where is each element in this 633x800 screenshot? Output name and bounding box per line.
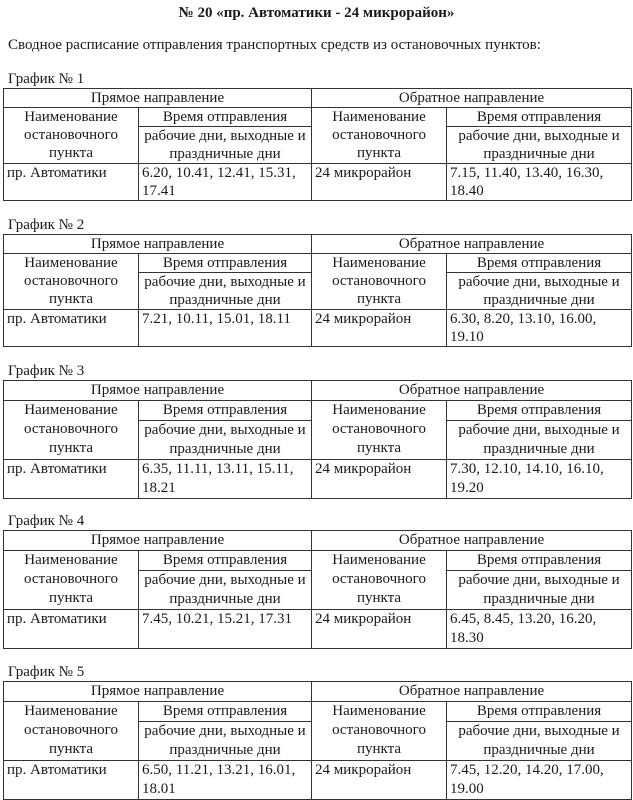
backward-times-cell: 7.30, 12.10, 14.10, 16.10, 19.20: [447, 460, 632, 499]
backward-departure-time-header: Время отправления: [447, 551, 632, 571]
backward-days-header: рабочие дни, выходные и праздничные дни: [447, 421, 632, 460]
direction-header-row: [4, 89, 632, 108]
forward-times-cell: 7.21, 10.11, 15.01, 18.11: [139, 310, 312, 347]
backward-days-header: рабочие дни, выходные и праздничные дни: [447, 722, 632, 761]
forward-stop-name-header: Наименование остановочного пункта: [4, 551, 139, 610]
backward-times-cell: 6.30, 8.20, 13.10, 16.00, 19.10: [447, 310, 632, 347]
forward-days-header: рабочие дни, выходные и праздничные дни: [139, 571, 312, 610]
backward-days-header: рабочие дни, выходные и праздничные дни: [447, 127, 632, 164]
direction-header-row: [4, 682, 632, 702]
column-header-row: [4, 108, 632, 127]
forward-days-header: рабочие дни, выходные и праздничные дни: [139, 127, 312, 164]
forward-stop-name-header: Наименование остановочного пункта: [4, 702, 139, 761]
forward-stop-name-header: Наименование остановочного пункта: [4, 401, 139, 460]
schedule-block: [3, 217, 631, 347]
backward-departure-time-header: Время отправления: [447, 401, 632, 421]
backward-stop-cell: 24 микрорайон: [312, 164, 447, 201]
forward-days-header: рабочие дни, выходные и праздничные дни: [139, 273, 312, 310]
backward-direction-header: Обратное направление: [312, 89, 632, 108]
schedule-label: График № 4: [8, 513, 85, 529]
schedule-label: График № 3: [8, 363, 85, 379]
backward-stop-cell: 24 микрорайон: [312, 310, 447, 347]
forward-days-header: рабочие дни, выходные и праздничные дни: [139, 722, 312, 761]
forward-direction-header: Прямое направление: [4, 89, 312, 108]
schedule-block: [3, 513, 631, 649]
backward-stop-cell: 24 микрорайон: [312, 460, 447, 499]
forward-stop-cell: пр. Автоматики: [4, 610, 139, 649]
backward-direction-header: Обратное направление: [312, 235, 632, 254]
backward-stop-name-header: Наименование остановочного пункта: [312, 702, 447, 761]
forward-stop-cell: пр. Автоматики: [4, 761, 139, 800]
backward-days-header: рабочие дни, выходные и праздничные дни: [447, 571, 632, 610]
backward-departure-time-header: Время отправления: [447, 254, 632, 273]
table-row: [4, 310, 632, 347]
column-header-row: [4, 254, 632, 273]
direction-header-row: [4, 381, 632, 401]
forward-direction-header: Прямое направление: [4, 381, 312, 401]
backward-stop-cell: 24 микрорайон: [312, 761, 447, 800]
forward-direction-header: Прямое направление: [4, 531, 312, 551]
forward-departure-time-header: Время отправления: [139, 254, 312, 273]
column-header-row: [4, 702, 632, 722]
table-row: [4, 761, 632, 800]
schedule-label: График № 5: [8, 664, 85, 680]
schedule-block: [3, 71, 631, 201]
forward-stop-cell: пр. Автоматики: [4, 164, 139, 201]
forward-direction-header: Прямое направление: [4, 682, 312, 702]
schedule-table: [3, 530, 632, 649]
schedule-block: [3, 664, 631, 800]
backward-days-header: рабочие дни, выходные и праздничные дни: [447, 273, 632, 310]
schedule-label: График № 1: [8, 71, 85, 87]
schedule-table: [3, 234, 632, 347]
schedule-label: График № 2: [8, 217, 85, 233]
backward-direction-header: Обратное направление: [312, 682, 632, 702]
backward-stop-name-header: Наименование остановочного пункта: [312, 254, 447, 310]
forward-times-cell: 6.50, 11.21, 13.21, 16.01, 18.01: [139, 761, 312, 800]
forward-stop-cell: пр. Автоматики: [4, 310, 139, 347]
backward-times-cell: 7.15, 11.40, 13.40, 16.30, 18.40: [447, 164, 632, 201]
direction-header-row: [4, 531, 632, 551]
forward-departure-time-header: Время отправления: [139, 702, 312, 722]
backward-stop-name-header: Наименование остановочного пункта: [312, 108, 447, 164]
table-row: [4, 164, 632, 201]
forward-departure-time-header: Время отправления: [139, 551, 312, 571]
forward-direction-header: Прямое направление: [4, 235, 312, 254]
table-row: [4, 610, 632, 649]
schedule-block: [3, 363, 631, 499]
backward-departure-time-header: Время отправления: [447, 702, 632, 722]
backward-direction-header: Обратное направление: [312, 381, 632, 401]
forward-stop-name-header: Наименование остановочного пункта: [4, 254, 139, 310]
forward-days-header: рабочие дни, выходные и праздничные дни: [139, 421, 312, 460]
backward-times-cell: 6.45, 8.45, 13.20, 16.20, 18.30: [447, 610, 632, 649]
forward-times-cell: 6.20, 10.41, 12.41, 15.31, 17.41: [139, 164, 312, 201]
schedule-table: [3, 681, 632, 800]
backward-direction-header: Обратное направление: [312, 531, 632, 551]
backward-departure-time-header: Время отправления: [447, 108, 632, 127]
schedule-table: [3, 380, 632, 499]
backward-stop-cell: 24 микрорайон: [312, 610, 447, 649]
backward-stop-name-header: Наименование остановочного пункта: [312, 551, 447, 610]
forward-departure-time-header: Время отправления: [139, 401, 312, 421]
direction-header-row: [4, 235, 632, 254]
intro-text: Сводное расписание отправления транспортных средств из остановочных пунктов:: [8, 37, 541, 53]
backward-times-cell: 7.45, 12.20, 14.20, 17.00, 19.00: [447, 761, 632, 800]
forward-stop-name-header: Наименование остановочного пункта: [4, 108, 139, 164]
forward-stop-cell: пр. Автоматики: [4, 460, 139, 499]
column-header-row: [4, 551, 632, 571]
table-row: [4, 460, 632, 499]
column-header-row: [4, 401, 632, 421]
forward-times-cell: 7.45, 10.21, 15.21, 17.31: [139, 610, 312, 649]
backward-stop-name-header: Наименование остановочного пункта: [312, 401, 447, 460]
forward-times-cell: 6.35, 11.11, 13.11, 15.11, 18.21: [139, 460, 312, 499]
forward-departure-time-header: Время отправления: [139, 108, 312, 127]
schedule-table: [3, 88, 632, 201]
document-title: № 20 «пр. Автоматики - 24 микрорайон»: [178, 5, 455, 21]
